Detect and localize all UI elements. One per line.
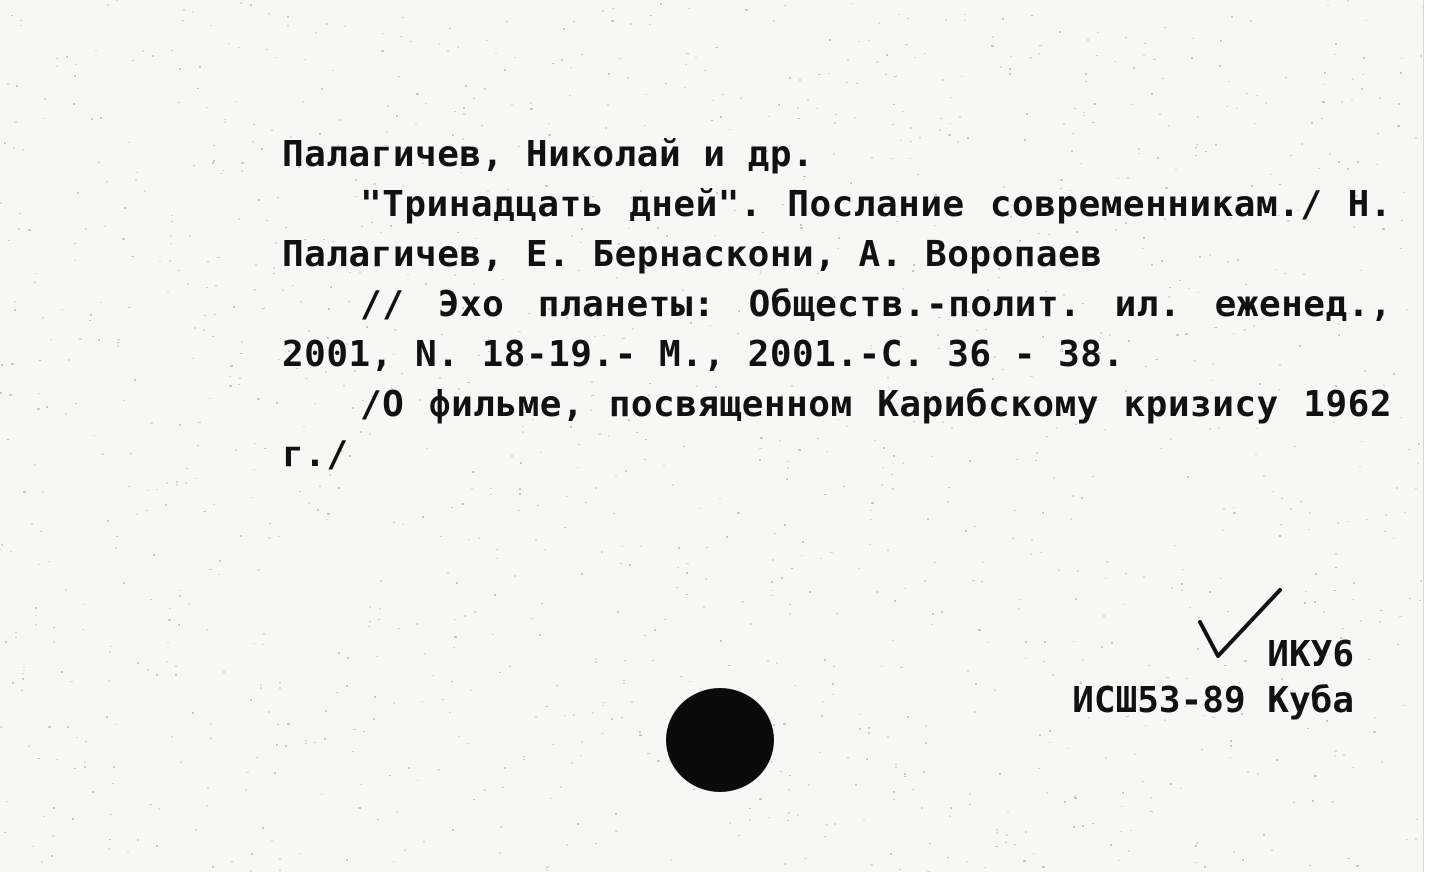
- entry-source: // Эхо планеты: Обществ.-полит. ил. еженед., 2001, N. 18-19.- М., 2001.-С. 36 - 38.: [282, 284, 1392, 375]
- entry-note: /О фильме, посвященном Карибскому кризису 1962 г./: [282, 384, 1392, 475]
- card-edge: [1423, 0, 1440, 872]
- shelfmark-code-1: ИКУ6: [1267, 634, 1354, 675]
- entry-title: "Тринадцать дней". Послание современникам./ Н. Палагичев, Е. Бернаскони, А. Воропаев: [282, 184, 1392, 275]
- shelfmark-code-2: ИСШ53-89 Куба: [1072, 680, 1354, 721]
- entry-heading: Палагичев, Николай и др.: [282, 134, 815, 175]
- punch-hole: [666, 688, 774, 792]
- shelfmark-block: [1072, 632, 1354, 724]
- bibliographic-entry: [282, 130, 1392, 480]
